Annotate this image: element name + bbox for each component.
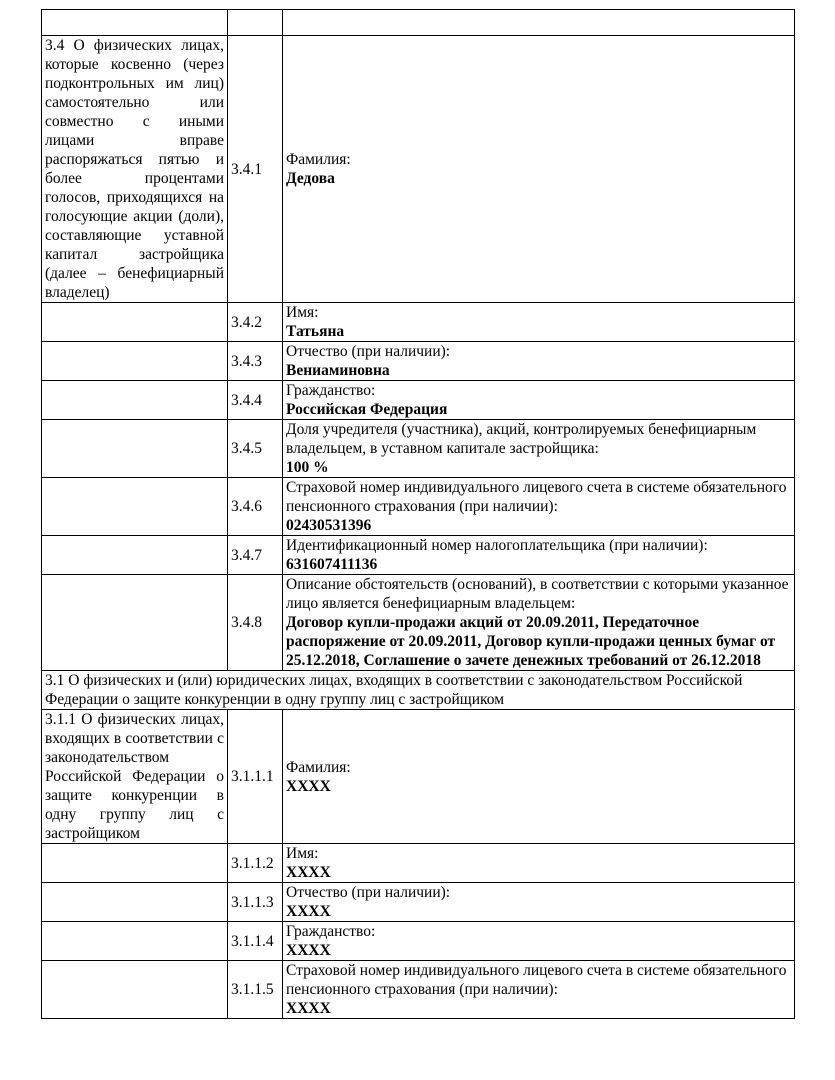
table-row xyxy=(42,381,795,420)
empty-description-cell xyxy=(42,303,228,342)
section-3-4-description: 3.4 О физических лицах, которые косвенно (через подконтрольных им лиц) самостоятельно или совместно с иными лицами вправе распоряжаться пятью и более процентами голосов, приходящихся на голосующие акции (доли), составляющие уставной капитал застройщика (далее – бенефициарный владелец) xyxy=(42,36,228,303)
field-label: Имя: xyxy=(286,845,319,862)
field-cell xyxy=(283,710,795,844)
field-cell xyxy=(283,303,795,342)
section-3-1-1-description: 3.1.1 О физических лицах, входящих в соответствии с законодательством Российской Федерации о защите конкуренции в одну группу лиц с застройщиком xyxy=(42,710,228,844)
field-cell xyxy=(283,36,795,303)
row-number: 3.4.7 xyxy=(228,536,283,575)
field-label: Доля учредителя (участника), акций, контролируемых бенефициарным владельцем, в уставном капитале застройщика: xyxy=(286,421,757,457)
table-row xyxy=(42,575,795,671)
field-value: 631607411136 xyxy=(286,556,378,573)
row-number: 3.4.1 xyxy=(228,36,283,303)
field-value: Договор купли-продажи акций от 20.09.2011, Передаточное распоряжение от 20.09.2011, Договор купли-продажи ценных бумаг от 25.12.2018, Соглашение о зачете денежных требований от 26.12.2018 xyxy=(286,614,776,669)
field-label: Отчество (при наличии): xyxy=(286,343,451,360)
disclosure-table xyxy=(41,9,795,1019)
empty-description-cell xyxy=(42,10,228,36)
row-number: 3.4.6 xyxy=(228,478,283,536)
empty-description-cell xyxy=(42,922,228,961)
field-cell xyxy=(283,536,795,575)
table-row xyxy=(42,303,795,342)
field-label: Фамилия: xyxy=(286,758,351,776)
field-value: Вениаминовна xyxy=(286,362,390,379)
row-number: 3.1.1.1 xyxy=(228,710,283,844)
table-row xyxy=(42,478,795,536)
field-label: Идентификационный номер налогоплательщика (при наличии): xyxy=(286,537,708,554)
empty-description-cell xyxy=(42,883,228,922)
row-number: 3.4.2 xyxy=(228,303,283,342)
table-row xyxy=(42,710,795,844)
table-row xyxy=(42,922,795,961)
empty-description-cell xyxy=(42,478,228,536)
field-cell xyxy=(283,478,795,536)
field-cell xyxy=(283,342,795,381)
field-label: Страховой номер индивидуального лицевого счета в системе обязательного пенсионного страхования (при наличии): xyxy=(286,479,787,515)
row-number: 3.4.5 xyxy=(228,420,283,478)
field-value: ХХХХ xyxy=(286,864,331,881)
table-row xyxy=(42,420,795,478)
field-cell xyxy=(283,961,795,1019)
row-number: 3.1.1.2 xyxy=(228,844,283,883)
field-cell xyxy=(283,844,795,883)
empty-description-cell xyxy=(42,961,228,1019)
table-row-section-heading xyxy=(42,671,795,710)
empty-description-cell xyxy=(42,342,228,381)
empty-description-cell xyxy=(42,420,228,478)
field-value: Дедова xyxy=(286,170,335,187)
row-number: 3.1.1.5 xyxy=(228,961,283,1019)
field-value: Российская Федерация xyxy=(286,401,448,418)
empty-value-cell xyxy=(283,10,795,36)
field-label: Страховой номер индивидуального лицевого счета в системе обязательного пенсионного страхования (при наличии): xyxy=(286,962,787,998)
empty-description-cell xyxy=(42,844,228,883)
row-number: 3.1.1.3 xyxy=(228,883,283,922)
field-value: ХХХХ xyxy=(286,942,331,959)
field-cell xyxy=(283,420,795,478)
field-value: ХХХХ xyxy=(286,903,331,920)
field-value: 02430531396 xyxy=(286,517,372,534)
field-value: ХХХХ xyxy=(286,1000,331,1017)
empty-description-cell xyxy=(42,575,228,671)
table-row xyxy=(42,961,795,1019)
empty-description-cell xyxy=(42,536,228,575)
field-value: ХХХХ xyxy=(286,777,331,795)
row-number: 3.4.3 xyxy=(228,342,283,381)
field-cell xyxy=(283,575,795,671)
field-label: Гражданство: xyxy=(286,382,376,399)
field-label: Фамилия: xyxy=(286,151,351,168)
table-row xyxy=(42,36,795,303)
table-row xyxy=(42,536,795,575)
row-number: 3.4.4 xyxy=(228,381,283,420)
empty-number-cell xyxy=(228,10,283,36)
table-row xyxy=(42,342,795,381)
field-label: Описание обстоятельств (оснований), в соответствии с которыми указанное лицо является бенефициарным владельцем: xyxy=(286,576,789,612)
field-cell xyxy=(283,381,795,420)
table-row-partial xyxy=(42,10,795,36)
field-value: Татьяна xyxy=(286,323,345,340)
field-label: Отчество (при наличии): xyxy=(286,884,451,901)
field-value: 100 % xyxy=(286,459,329,476)
row-number: 3.1.1.4 xyxy=(228,922,283,961)
table-row xyxy=(42,883,795,922)
section-3-1-heading: 3.1 О физических и (или) юридических лицах, входящих в соответствии с законодательством Российской Федерации о защите конкуренции в одну группу лиц с застройщиком xyxy=(42,671,795,710)
table-row xyxy=(42,844,795,883)
field-label: Имя: xyxy=(286,304,319,321)
field-label: Гражданство: xyxy=(286,923,376,940)
field-cell xyxy=(283,883,795,922)
row-number: 3.4.8 xyxy=(228,575,283,671)
empty-description-cell xyxy=(42,381,228,420)
field-cell xyxy=(283,922,795,961)
